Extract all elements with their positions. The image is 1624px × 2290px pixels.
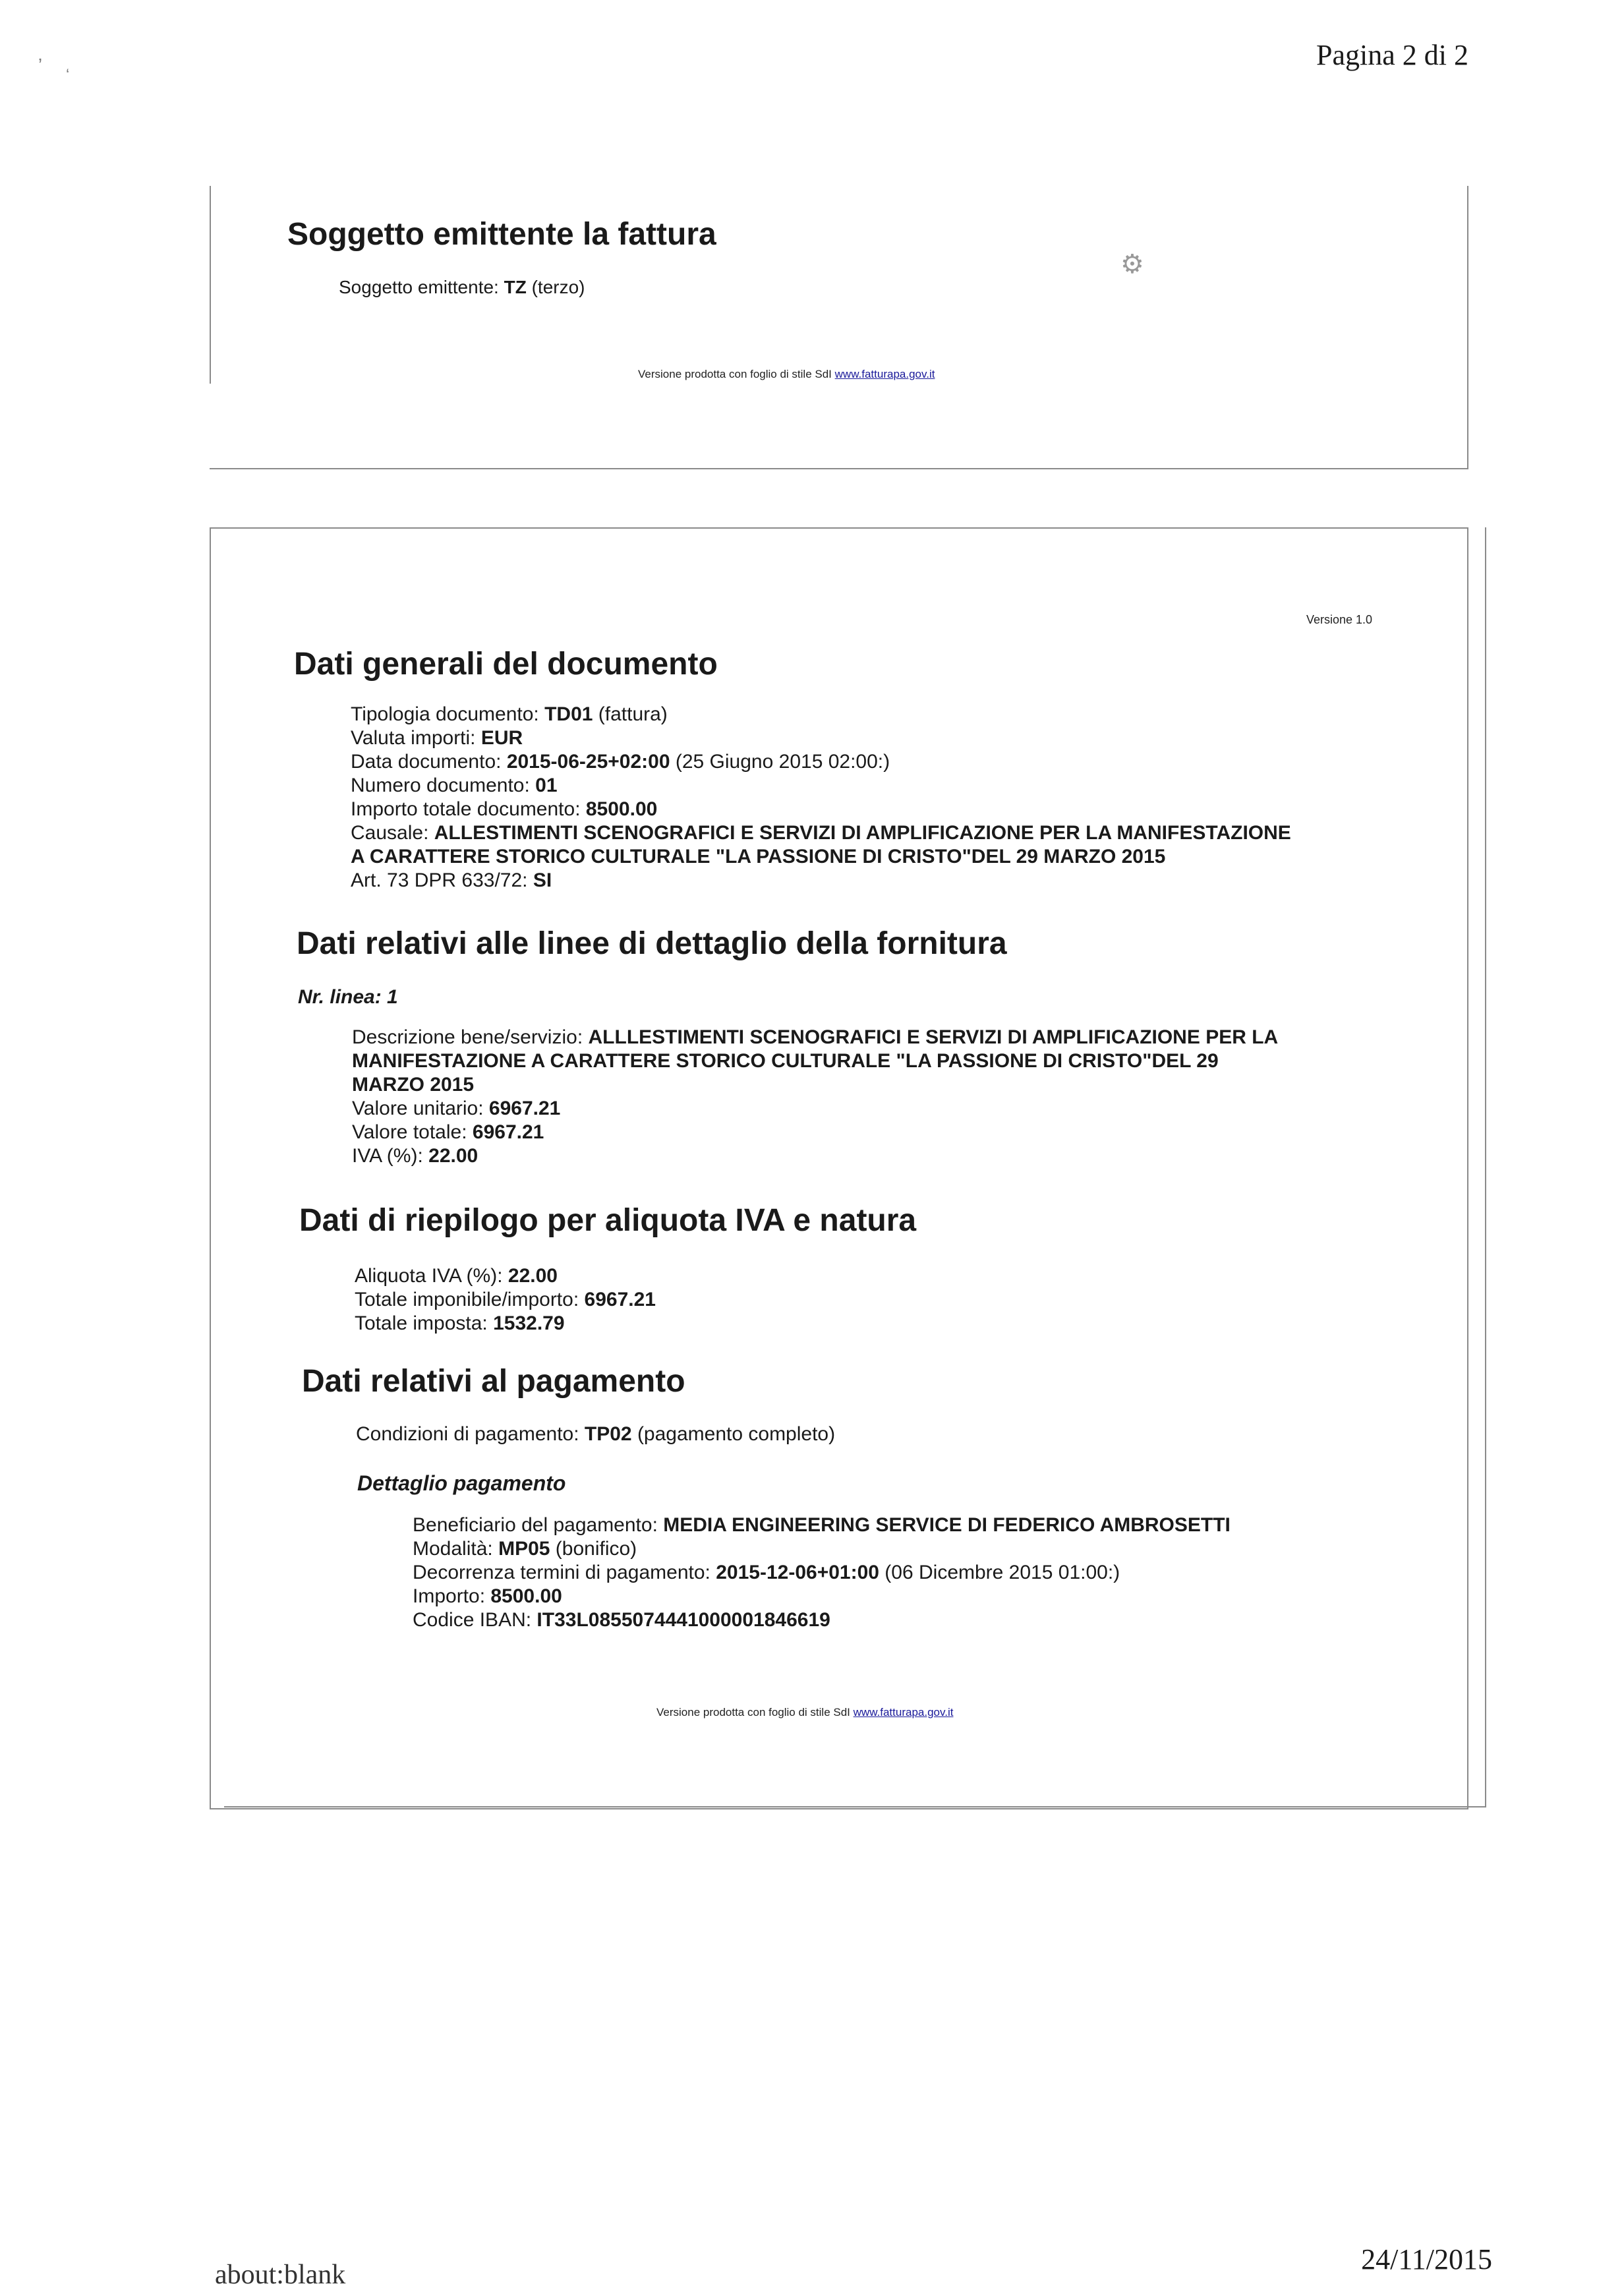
stylesheet-note-2 xyxy=(656,1706,953,1719)
art73-value: SI xyxy=(533,869,552,891)
payment-field-value: MP05 xyxy=(498,1538,550,1560)
general-field-label: Importo totale documento: xyxy=(351,798,586,820)
general-field-label: Tipologia documento: xyxy=(351,703,545,725)
general-field-row xyxy=(351,774,558,798)
payment-field-label: Modalità: xyxy=(413,1538,499,1560)
payment-terms-note: (pagamento completo) xyxy=(631,1423,836,1445)
general-field-value: TD01 xyxy=(544,703,593,725)
payment-field-label: Beneficiario del pagamento: xyxy=(413,1514,664,1536)
general-field-note: (fattura) xyxy=(593,703,668,725)
line-field-row xyxy=(352,1144,478,1168)
art73-label: Art. 73 DPR 633/72: xyxy=(351,869,533,891)
general-field-label: Numero documento: xyxy=(351,775,536,796)
payment-field-value: 8500.00 xyxy=(490,1585,562,1607)
desc-value-1: ALLLESTIMENTI SCENOGRAFICI E SERVIZI DI AMPLIFICAZIONE PER LA xyxy=(588,1026,1279,1048)
causale-line-1 xyxy=(351,821,1291,845)
desc-line-1 xyxy=(352,1026,1278,1049)
general-field-label: Valuta importi: xyxy=(351,727,481,749)
causale-value-2: A CARATTERE STORICO CULTURALE "LA PASSIONE DI CRISTO"DEL 29 MARZO 2015 xyxy=(351,846,1166,867)
summary-field-row xyxy=(355,1288,656,1312)
line-field-label: IVA (%): xyxy=(352,1145,429,1167)
summary-field-row xyxy=(355,1312,565,1336)
summary-field-label: Aliquota IVA (%): xyxy=(355,1265,508,1287)
fatturapa-link-2[interactable]: www.fatturapa.gov.it xyxy=(853,1706,954,1718)
desc-label: Descrizione bene/servizio: xyxy=(352,1026,589,1048)
summary-field-row xyxy=(355,1264,558,1288)
desc-line-3 xyxy=(352,1073,474,1097)
general-field-label: Data documento: xyxy=(351,751,507,773)
summary-field-label: Totale imposta: xyxy=(355,1312,494,1334)
payment-terms-value: TP02 xyxy=(584,1423,632,1445)
payment-field-row xyxy=(413,1537,637,1561)
payment-terms-label: Condizioni di pagamento: xyxy=(356,1423,585,1445)
payment-field-label: Importo: xyxy=(413,1585,491,1607)
causale-label: Causale: xyxy=(351,822,434,844)
summary-field-value: 6967.21 xyxy=(584,1289,656,1310)
general-field-note: (25 Giugno 2015 02:00:) xyxy=(670,751,890,773)
panel-bottom-border xyxy=(224,1806,1486,1807)
payment-field-value: MEDIA ENGINEERING SERVICE DI FEDERICO AMBROSETTI xyxy=(663,1514,1231,1536)
general-field-row xyxy=(351,750,890,774)
payment-field-row xyxy=(413,1585,562,1608)
page-url: about:blank xyxy=(215,2260,346,2290)
line-field-label: Valore unitario: xyxy=(352,1098,489,1119)
payment-section-title: Dati relativi al pagamento xyxy=(302,1364,685,1399)
desc-value-2: MANIFESTAZIONE A CARATTERE STORICO CULTURALE "LA PASSIONE DI CRISTO"DEL 29 xyxy=(352,1050,1219,1072)
line-field-value: 22.00 xyxy=(428,1145,478,1167)
scan-mark: ⚙ xyxy=(1120,250,1144,279)
general-field-value: 2015-06-25+02:00 xyxy=(506,751,670,773)
general-field-row xyxy=(351,726,523,750)
payment-terms xyxy=(356,1423,835,1446)
stylesheet-note xyxy=(638,368,935,381)
payment-field-value: IT33L0855074441000001846619 xyxy=(536,1609,830,1631)
payment-field-label: Decorrenza termini di pagamento: xyxy=(413,1562,716,1583)
scan-mark: ʼ xyxy=(38,55,43,76)
art73-field xyxy=(351,869,552,893)
line-field-value: 6967.21 xyxy=(488,1098,561,1119)
causale-value-1: ALLESTIMENTI SCENOGRAFICI E SERVIZI DI AMPLIFICAZIONE PER LA MANIFESTAZIONE xyxy=(434,822,1291,844)
payment-field-row xyxy=(413,1608,830,1632)
line-field-row xyxy=(352,1097,560,1121)
panel-right-border xyxy=(1485,527,1486,1807)
causale-line-2 xyxy=(351,845,1165,869)
issuer-field-value: TZ xyxy=(504,277,527,297)
fatturapa-link[interactable]: www.fatturapa.gov.it xyxy=(834,368,935,380)
payment-field-value: 2015-12-06+01:00 xyxy=(716,1562,879,1583)
issuer-field-note: (terzo) xyxy=(526,277,585,297)
general-field-value: EUR xyxy=(480,727,523,749)
payment-field-label: Codice IBAN: xyxy=(413,1609,537,1631)
stylesheet-note-text: Versione prodotta con foglio di stile SdI xyxy=(638,368,835,380)
payment-field-note: (06 Dicembre 2015 01:00:) xyxy=(879,1562,1120,1583)
line-field-label: Valore totale: xyxy=(352,1121,473,1143)
summary-field-value: 1532.79 xyxy=(493,1312,565,1334)
general-field-row xyxy=(351,798,657,821)
issuer-field-label: Soggetto emittente: xyxy=(339,277,504,297)
stylesheet-note-2-text: Versione prodotta con foglio di stile SdI xyxy=(656,1706,854,1718)
lines-section-title: Dati relativi alle linee di dettaglio della fornitura xyxy=(297,926,1007,961)
desc-value-3: MARZO 2015 xyxy=(352,1074,475,1096)
summary-field-label: Totale imponibile/importo: xyxy=(355,1289,585,1310)
payment-detail-title: Dettaglio pagamento xyxy=(357,1471,566,1495)
summary-field-value: 22.00 xyxy=(508,1265,558,1287)
line-number: Nr. linea: 1 xyxy=(298,986,398,1008)
page-number: Pagina 2 di 2 xyxy=(1316,39,1468,71)
issuer-section-title: Soggetto emittente la fattura xyxy=(287,217,716,252)
print-date: 24/11/2015 xyxy=(1361,2243,1492,2275)
summary-section-title: Dati di riepilogo per aliquota IVA e natura xyxy=(299,1203,917,1238)
general-field-row xyxy=(351,703,668,726)
general-section-title: Dati generali del documento xyxy=(294,647,718,682)
version-label: Versione 1.0 xyxy=(1306,613,1373,626)
desc-line-2 xyxy=(352,1049,1219,1073)
scan-mark: ‘ xyxy=(66,66,70,84)
payment-field-row xyxy=(413,1513,1231,1537)
general-field-value: 01 xyxy=(535,775,558,796)
line-field-row xyxy=(352,1121,544,1144)
issuer-field xyxy=(339,276,585,299)
payment-field-row xyxy=(413,1561,1120,1585)
line-field-value: 6967.21 xyxy=(472,1121,544,1143)
general-field-value: 8500.00 xyxy=(585,798,658,820)
payment-field-note: (bonifico) xyxy=(550,1538,637,1560)
